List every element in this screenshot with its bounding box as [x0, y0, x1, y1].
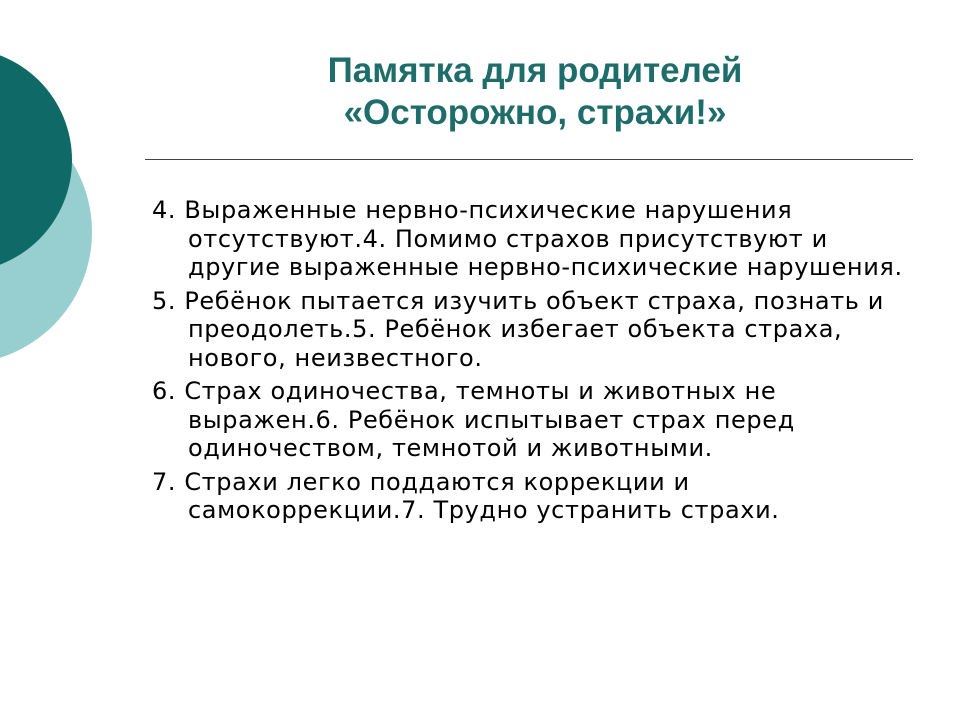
content-list: [152, 196, 912, 530]
list-item: 5. Ребёнок пытается изучить объект страха, познать и преодолеть.5. Ребёнок избегает объекта страха, нового, неизвестного.: [152, 286, 884, 372]
list-item: 6. Страх одиночества, темноты и животных не выражен.6. Ребёнок испытывает страх перед одиночеством, темнотой и животными.: [152, 377, 795, 462]
decorative-circles: [0, 0, 100, 380]
title-divider: [145, 159, 913, 160]
list-item: 7. Страхи легко поддаются коррекции и самокоррекции.7. Трудно устранить страхи.: [152, 467, 780, 524]
list-item: 4. Выраженные нервно-психические нарушения отсутствуют.4. Помимо страхов присутствуют и другие выраженные нервно-психические нарушения.: [152, 196, 903, 281]
title-line-2: «Осторожно, страхи!»: [343, 93, 727, 132]
title-line-1: Памятка для родителей: [327, 51, 743, 90]
slide-title: [145, 50, 925, 134]
